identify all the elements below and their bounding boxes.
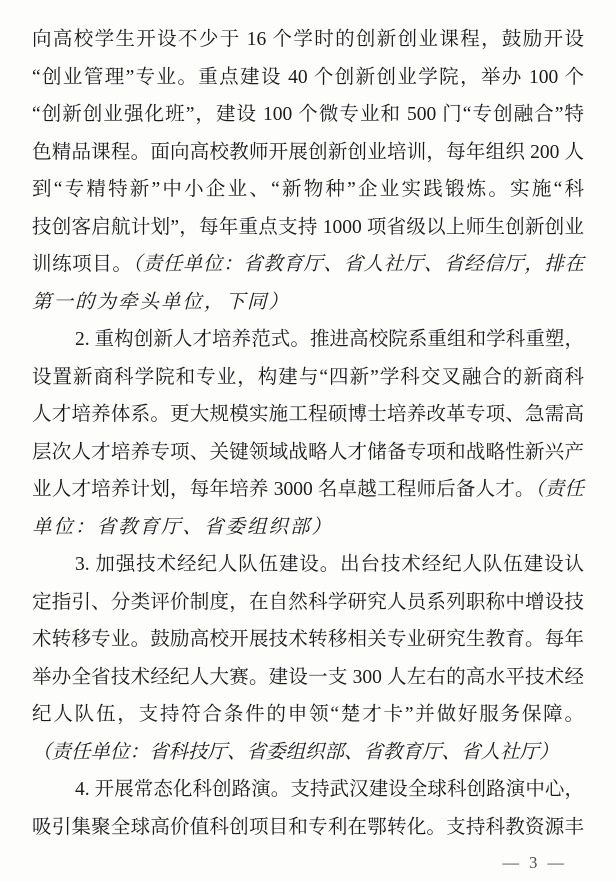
responsibility-unit-text: （责任 bbox=[534, 479, 584, 500]
body-text: 举办全省技术经纪人大赛。建设一支 300 人左右的高水平技术经 bbox=[32, 666, 584, 688]
text-line bbox=[32, 621, 584, 659]
text-line bbox=[32, 809, 584, 847]
responsibility-unit-text: （责任单位：省科技厅、省委组织部、省教育厅、省人社厅） bbox=[32, 741, 559, 763]
body-text: 色精品课程。面向高校教师开展创新创业培训，每年组织 200 人 bbox=[32, 141, 584, 163]
text-line bbox=[32, 246, 584, 284]
text-line bbox=[32, 734, 584, 772]
body-text: 业人才培养计划，每年培养 3000 名卓越工程师后备人才。 bbox=[32, 479, 535, 500]
text-line bbox=[32, 546, 584, 584]
document-body bbox=[32, 21, 584, 846]
text-line bbox=[32, 21, 584, 59]
body-text: 定指引、分类评价制度，在自然科学研究人员系列职称中增设技 bbox=[32, 591, 584, 613]
document-lines bbox=[32, 21, 584, 846]
body-text: 向高校学生开设不少于 16 个学时的创新创业课程，鼓励开设 bbox=[32, 29, 584, 50]
text-line bbox=[32, 771, 584, 809]
body-text: 吸引集聚全球高价值科创项目和专利在鄂转化。支持科教资源丰 bbox=[32, 816, 584, 838]
body-text: 训练项目。 bbox=[32, 254, 133, 275]
body-text: “创新创业强化班”，建设 100 个微专业和 500 门“专创融合”特 bbox=[32, 104, 584, 125]
body-text: 设置新商科学院和专业，构建与“四新”学科交叉融合的新商科 bbox=[32, 366, 584, 388]
text-line bbox=[32, 359, 584, 397]
text-line bbox=[32, 284, 584, 322]
text-line bbox=[32, 321, 584, 359]
body-text: 到“专精特新”中小企业、“新物种”企业实践锻炼。实施“科 bbox=[32, 179, 584, 200]
text-line bbox=[32, 434, 584, 472]
body-text: 层次人才培养专项、关键领域战略人才储备专项和战略性新兴产 bbox=[32, 441, 584, 463]
text-line bbox=[32, 659, 584, 697]
text-line bbox=[32, 209, 584, 247]
text-line bbox=[32, 96, 584, 134]
text-line bbox=[32, 696, 584, 734]
body-text: 3. 加强技术经纪人队伍建设。出台技术经纪人队伍建设认 bbox=[75, 554, 584, 575]
body-text: 术转移专业。鼓励高校开展技术转移相关专业研究生教育。每年 bbox=[32, 629, 584, 650]
responsibility-unit-text: 第一的为牵头单位，下同） bbox=[32, 291, 291, 313]
text-line bbox=[32, 171, 584, 209]
body-text: 技创客启航计划”，每年重点支持 1000 项省级以上师生创新创业 bbox=[32, 216, 584, 238]
responsibility-unit-text: 单位：省教育厅、省委组织部） bbox=[32, 516, 334, 538]
body-text: 4. 开展常态化科创路演。支持武汉建设全球科创路演中心， bbox=[75, 779, 584, 800]
text-line bbox=[32, 59, 584, 97]
text-line bbox=[32, 134, 584, 172]
body-text: “创业管理”专业。重点建设 40 个创新创业学院，举办 100 个 bbox=[32, 66, 584, 88]
body-text: 人才培养体系。更大规模实施工程硕博士培养改革专项、急需高 bbox=[32, 404, 584, 425]
text-line bbox=[32, 584, 584, 622]
body-text: 纪人队伍，支持符合条件的申领“楚才卡”并做好服务保障。 bbox=[32, 704, 584, 725]
page-number: — 3 — bbox=[502, 853, 567, 872]
text-line bbox=[32, 396, 584, 434]
text-line bbox=[32, 509, 584, 547]
body-text: 2. 重构创新人才培养范式。推进高校院系重组和学科重塑， bbox=[75, 329, 584, 350]
text-line bbox=[32, 471, 584, 509]
responsibility-unit-text: （责任单位：省教育厅、省人社厅、省经信厅，排在 bbox=[132, 254, 584, 275]
